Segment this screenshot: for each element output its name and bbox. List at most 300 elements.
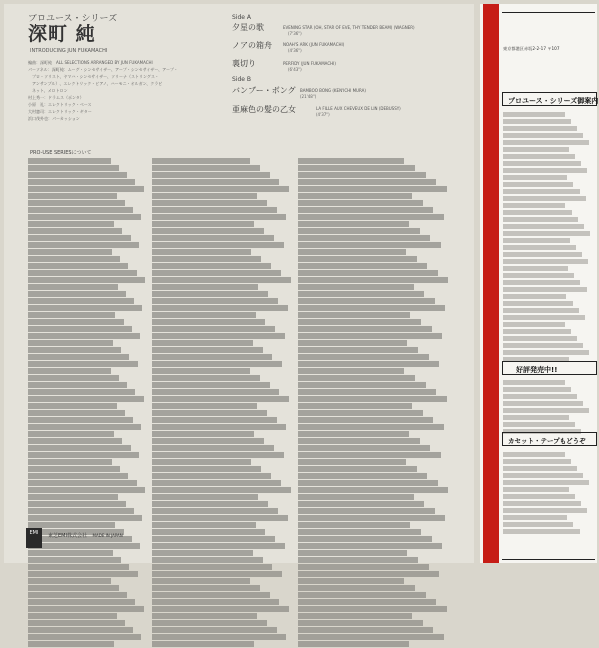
text-line (298, 207, 433, 213)
text-line (503, 259, 588, 264)
text-line (28, 354, 129, 360)
text-line (152, 543, 285, 549)
text-line (28, 585, 119, 591)
text-line (298, 508, 435, 514)
text-line (298, 319, 421, 325)
track-a2-time: (4'36") (288, 48, 302, 53)
text-line (152, 550, 253, 556)
text-line (298, 235, 430, 241)
text-line (503, 408, 589, 413)
text-line (298, 242, 441, 248)
text-line (152, 515, 288, 521)
obi-cassette-heading: カセット・テープもどうぞ (508, 437, 586, 445)
text-line (28, 263, 128, 269)
text-line (503, 422, 575, 427)
track-a1-title: 夕星の歌 (232, 23, 264, 32)
text-line (298, 256, 417, 262)
text-line (28, 599, 135, 605)
track-b2-time: (4'37") (316, 112, 330, 117)
text-line (152, 466, 261, 472)
text-line (152, 424, 286, 430)
text-line (298, 249, 406, 255)
text-line (503, 508, 587, 513)
text-line (298, 641, 409, 647)
text-line (298, 557, 418, 563)
text-line (28, 291, 126, 297)
text-line (298, 186, 447, 192)
text-line (298, 571, 439, 577)
text-line (503, 119, 571, 124)
text-line (28, 634, 141, 640)
text-line (28, 179, 135, 185)
track-b1-title: バンブー・ボング (232, 86, 296, 95)
text-line (503, 336, 577, 341)
text-line (503, 231, 590, 236)
text-line (28, 410, 125, 416)
text-line (298, 375, 415, 381)
text-line (152, 326, 275, 332)
text-line (298, 536, 432, 542)
text-line (152, 242, 284, 248)
text-line (28, 606, 144, 612)
credit-line: 大村憲司：エレクトリック・ギター (28, 109, 92, 114)
text-line (298, 158, 404, 164)
text-line (298, 333, 442, 339)
text-line (28, 319, 124, 325)
text-line (503, 168, 587, 173)
text-line (503, 217, 578, 222)
text-line (503, 210, 572, 215)
text-line (152, 284, 258, 290)
text-line (28, 158, 111, 164)
text-line (152, 270, 281, 276)
text-line (503, 294, 566, 299)
text-line (28, 193, 117, 199)
text-line (298, 389, 436, 395)
obi-address: 東京都港区赤坂2-2-17 〒107 (503, 46, 560, 51)
text-line (503, 529, 580, 534)
text-line (28, 340, 113, 346)
text-line (298, 634, 444, 640)
text-line (503, 459, 571, 464)
text-line (298, 599, 436, 605)
text-line (503, 203, 565, 208)
text-line (298, 592, 426, 598)
text-line (298, 326, 432, 332)
about-heading: PRO-USE SERIESについて (30, 150, 92, 156)
introducing-line: INTRODUCING JUN FUKAMACHI (30, 48, 108, 54)
text-line (28, 620, 125, 626)
text-line (28, 613, 117, 619)
text-line (503, 112, 565, 117)
text-line (503, 487, 569, 492)
text-line (28, 165, 119, 171)
track-a2-english: NOAH'S ARK (JUN FUKAMACHI) (283, 42, 345, 47)
text-line (503, 126, 577, 131)
text-line (28, 641, 114, 647)
text-line (298, 179, 436, 185)
text-line (28, 375, 119, 381)
track-a3-time: (6'43") (288, 67, 302, 72)
text-line (28, 312, 115, 318)
text-line (503, 350, 589, 355)
text-line (28, 543, 140, 549)
obi-red-spine (483, 4, 499, 563)
text-line (28, 487, 145, 493)
text-line (298, 284, 414, 290)
text-line (152, 578, 250, 584)
text-line (298, 347, 418, 353)
text-line (298, 165, 415, 171)
text-line (28, 333, 140, 339)
text-line (152, 312, 256, 318)
text-line (298, 515, 445, 521)
text-line (503, 473, 583, 478)
track-b1-english: BAMBOO BONG (KEN'ICHI MURA) (300, 88, 366, 93)
credit-line: 編曲：深町純 ALL SELECTIONS ARRANGED BY JUN FUKAMACHI (28, 60, 153, 65)
text-line (298, 277, 448, 283)
text-line (28, 557, 121, 563)
text-line (152, 221, 254, 227)
track-a1-time: (7'36") (288, 31, 302, 36)
text-line (28, 361, 138, 367)
text-line (152, 585, 260, 591)
text-line (152, 340, 253, 346)
text-line (152, 571, 282, 577)
text-line (28, 256, 120, 262)
made-in-japan: MADE IN JAPAN (92, 533, 123, 538)
credit-line: ネット、メロトロン (28, 88, 68, 93)
text-line (28, 459, 112, 465)
text-line (152, 480, 281, 486)
text-line (298, 200, 423, 206)
text-line (503, 315, 585, 320)
text-line (28, 305, 142, 311)
text-line (152, 620, 267, 626)
liner-notes-column-2 (152, 158, 292, 648)
text-line (152, 214, 286, 220)
text-line (152, 459, 251, 465)
text-line (298, 606, 447, 612)
text-line (298, 445, 430, 451)
text-line (28, 396, 144, 402)
credit-line: プロ・ソリスト、ヤマハ・シンセサイザー、ソリーナ（ストリングス・ (28, 74, 159, 79)
text-line (152, 291, 268, 297)
text-line (28, 214, 141, 220)
credit-line: 小原 礼：エレクトリック・ベース (28, 102, 92, 107)
text-line (152, 536, 275, 542)
text-line (152, 501, 268, 507)
track-a3-english: PERFIDY (JUN FUKAMACHI) (283, 61, 336, 66)
text-line (298, 473, 427, 479)
track-b2-title: 亜麻色の髪の乙女 (232, 105, 296, 114)
text-line (503, 480, 589, 485)
text-line (28, 508, 134, 514)
text-line (152, 389, 279, 395)
track-a2-title: ノアの箱舟 (232, 41, 272, 50)
text-line (298, 354, 429, 360)
text-line (298, 529, 421, 535)
obi-series-heading: プロユース・シリーズ御案内 (508, 97, 599, 105)
liner-notes-column-3 (298, 158, 450, 648)
text-line (152, 158, 250, 164)
text-line (503, 329, 571, 334)
text-line (298, 550, 407, 556)
text-line (152, 319, 265, 325)
text-line (503, 387, 571, 392)
credit-line: パーソネル：深町純：ムーグ・シンセサイザー、アープ・シンセサイザー、アープ・ (28, 67, 178, 72)
text-line (298, 424, 444, 430)
text-line (152, 354, 272, 360)
text-line (28, 228, 122, 234)
text-line (28, 515, 142, 521)
text-line (298, 613, 412, 619)
text-line (152, 256, 261, 262)
text-line (152, 641, 254, 647)
text-line (152, 172, 270, 178)
text-line (152, 613, 257, 619)
text-line (298, 263, 427, 269)
text-line (298, 522, 410, 528)
text-line (28, 564, 129, 570)
text-line (152, 347, 263, 353)
text-line (152, 165, 260, 171)
obi-top-rule (502, 12, 595, 13)
text-line (152, 452, 284, 458)
text-line (28, 501, 126, 507)
text-line (298, 396, 447, 402)
text-line (152, 200, 267, 206)
text-line (298, 459, 406, 465)
text-line (28, 235, 131, 241)
text-line (28, 221, 114, 227)
text-line (152, 410, 267, 416)
text-line (298, 312, 410, 318)
text-line (503, 147, 569, 152)
label-company (48, 532, 123, 539)
credit-line: 浜口茂外也：パーカッション (28, 116, 80, 121)
track-b2-english: LA FILLE AUX CHEVEUX DE LIN (DEBUSSY) (316, 106, 401, 111)
text-line (503, 133, 583, 138)
text-line (152, 368, 250, 374)
text-line (28, 473, 128, 479)
track-a3-title: 裏切り (232, 59, 256, 68)
text-line (503, 287, 587, 292)
obi-now-heading: 好評発売中!! (516, 366, 558, 374)
text-line (298, 564, 429, 570)
text-line (152, 305, 288, 311)
obi-cassette-list (503, 450, 591, 536)
company-name: 東芝EMI株式会社 (48, 533, 87, 539)
text-line (503, 466, 577, 471)
text-line (152, 298, 278, 304)
credits-block (28, 60, 208, 123)
text-line (152, 487, 291, 493)
text-line (503, 182, 573, 187)
text-line (28, 578, 111, 584)
text-line (298, 417, 433, 423)
text-line (152, 403, 257, 409)
text-line (28, 284, 118, 290)
text-line (28, 298, 134, 304)
text-line (152, 361, 282, 367)
text-line (152, 382, 270, 388)
text-line (503, 273, 574, 278)
text-line (28, 242, 139, 248)
text-line (503, 380, 565, 385)
text-line (503, 196, 586, 201)
text-line (28, 417, 133, 423)
text-line (503, 394, 577, 399)
text-line (28, 627, 133, 633)
text-line (152, 529, 265, 535)
text-line (152, 277, 291, 283)
artist-name: 深町 純 (28, 24, 96, 45)
text-line (298, 403, 412, 409)
text-line (298, 270, 438, 276)
text-line (152, 333, 285, 339)
side-b-label: Side B (232, 76, 251, 83)
text-line (298, 501, 424, 507)
text-line (28, 466, 120, 472)
text-line (28, 207, 133, 213)
text-line (298, 221, 409, 227)
series-title: プロユース・シリーズ (28, 14, 118, 24)
text-line (298, 627, 433, 633)
text-line (152, 473, 271, 479)
text-line (503, 252, 582, 257)
text-line (152, 249, 251, 255)
text-line (28, 571, 138, 577)
text-line (298, 410, 423, 416)
text-line (152, 606, 289, 612)
obi-series-list (503, 110, 591, 364)
text-line (28, 249, 112, 255)
text-line (28, 326, 132, 332)
text-line (298, 466, 417, 472)
emi-logo: EMI (26, 528, 42, 548)
text-line (298, 305, 445, 311)
text-line (298, 494, 414, 500)
text-line (298, 452, 441, 458)
text-line (298, 368, 404, 374)
text-line (152, 564, 272, 570)
text-line (28, 270, 137, 276)
text-line (152, 494, 258, 500)
text-line (503, 154, 575, 159)
text-line (298, 291, 424, 297)
text-line (298, 438, 420, 444)
text-line (503, 415, 569, 420)
text-line (152, 235, 274, 241)
side-a-label: Side A (232, 14, 251, 21)
credit-line: 村上秀一：ドラムス（ポンタ） (28, 95, 84, 100)
text-line (298, 193, 412, 199)
text-line (28, 592, 127, 598)
text-line (28, 424, 141, 430)
text-line (503, 494, 575, 499)
text-line (152, 508, 278, 514)
text-line (503, 322, 565, 327)
obi-bottom-rule (502, 559, 595, 560)
text-line (298, 340, 407, 346)
text-line (28, 494, 118, 500)
text-line (298, 620, 423, 626)
text-line (503, 238, 570, 243)
text-line (503, 343, 583, 348)
text-line (152, 396, 289, 402)
text-line (152, 417, 277, 423)
text-line (503, 280, 580, 285)
text-line (152, 557, 263, 563)
text-line (28, 431, 114, 437)
text-line (28, 389, 135, 395)
text-line (152, 522, 256, 528)
track-a1-english: EVENING STAR (OH, STAR OF EVE, THY TENDER BEAM) (WAGNER) (283, 25, 415, 30)
text-line (298, 543, 442, 549)
text-line (152, 193, 257, 199)
text-line (152, 438, 264, 444)
text-line (298, 298, 435, 304)
text-line (298, 431, 409, 437)
text-line (28, 200, 125, 206)
text-line (503, 189, 580, 194)
text-line (152, 207, 277, 213)
text-line (28, 480, 137, 486)
text-line (28, 550, 113, 556)
text-line (152, 592, 270, 598)
text-line (28, 382, 127, 388)
text-line (28, 452, 139, 458)
text-line (152, 634, 286, 640)
text-line (503, 161, 581, 166)
text-line (28, 277, 145, 283)
text-line (28, 172, 127, 178)
credit-line: アンサンブル）、エレクトリック・ピアノ、ハーモニ・オルガン、クラビ (28, 81, 163, 86)
text-line (503, 501, 581, 506)
text-line (503, 266, 568, 271)
text-line (503, 452, 565, 457)
text-line (503, 245, 576, 250)
text-line (298, 382, 426, 388)
text-line (503, 308, 579, 313)
text-line (152, 375, 260, 381)
text-line (28, 186, 144, 192)
text-line (152, 186, 289, 192)
track-b1-time: (21'48") (300, 94, 317, 99)
text-line (298, 487, 448, 493)
text-line (28, 438, 122, 444)
text-line (503, 301, 573, 306)
text-line (152, 627, 277, 633)
text-line (298, 361, 439, 367)
text-line (503, 522, 573, 527)
text-line (503, 401, 583, 406)
text-line (298, 585, 415, 591)
text-line (298, 214, 444, 220)
text-line (503, 515, 567, 520)
obi-now-list (503, 378, 591, 436)
text-line (503, 175, 567, 180)
text-line (28, 347, 121, 353)
text-line (28, 368, 111, 374)
text-line (298, 228, 420, 234)
text-line (503, 224, 584, 229)
text-line (152, 228, 264, 234)
text-line (152, 599, 279, 605)
text-line (152, 179, 279, 185)
text-line (298, 578, 404, 584)
